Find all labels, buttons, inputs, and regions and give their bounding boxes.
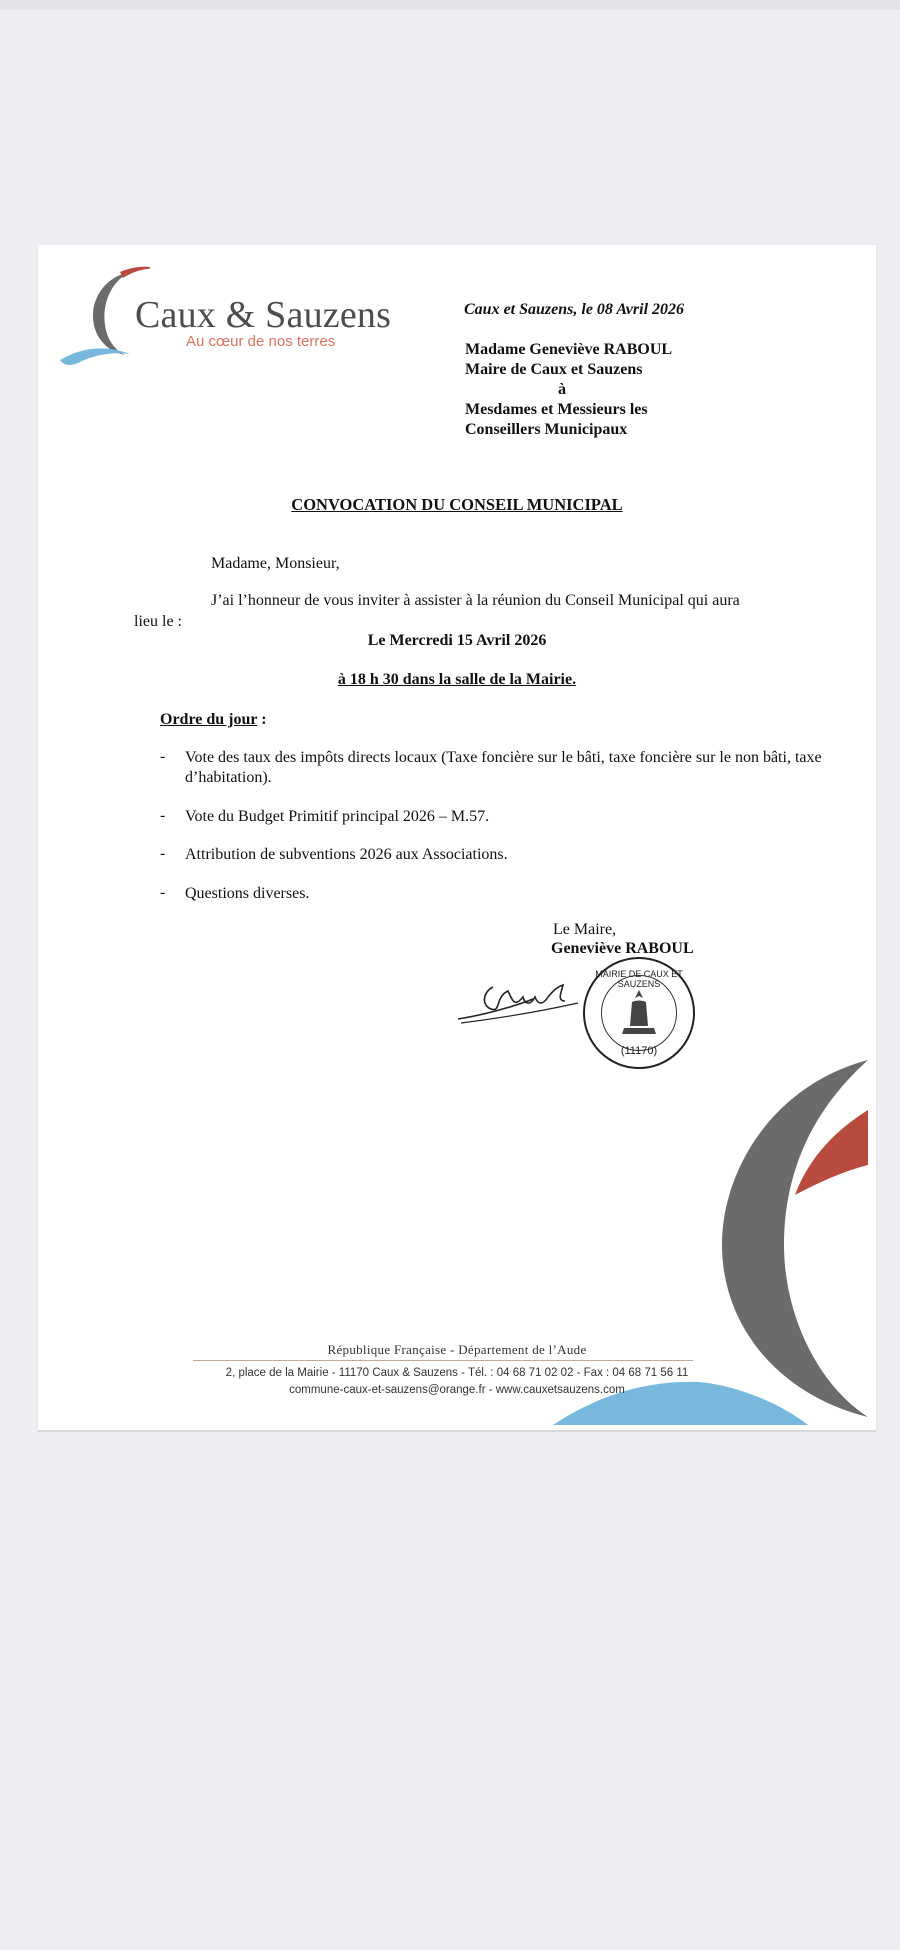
meeting-date: Le Mercredi 15 Avril 2026 [367,632,547,649]
invite-text-cont: lieu le : [134,613,182,630]
handwritten-signature-icon [453,957,603,1037]
decorative-swoosh-icon [38,245,876,1430]
agenda-heading [160,711,267,729]
page-title: CONVOCATION DU CONSEIL MUNICIPAL [291,495,623,514]
status-bar [0,0,900,10]
letter-date: Caux et Sauzens, le 08 Avril 2026 [464,301,685,318]
agenda-item: Attribution de subventions 2026 aux Associations. [185,846,508,863]
footer-address: 2, place de la Mairie - 11170 Caux & Sauzens - Tél. : 04 68 71 02 02 - Fax : 04 68 71 56 11 [225,1367,689,1379]
sender-line: Conseillers Municipaux [465,421,628,438]
footer-contact: commune-caux-et-sauzens@orange.fr - www.cauxetsauzens.com [289,1384,625,1396]
meeting-time-place: à 18 h 30 dans la salle de la Mairie. [337,671,577,688]
sender-line: Madame Geneviève RABOUL [465,341,673,358]
seal-emblem-icon [601,975,677,1051]
sender-block [465,340,672,440]
agenda-heading-text: Ordre du jour [160,711,258,728]
letter-page [38,245,876,1430]
closing: Le Maire, [553,921,617,938]
logo-name: Caux & Sauzens [135,294,392,336]
bullet: - [160,807,166,824]
logo-tagline: Au cœur de nos terres [186,333,336,350]
signatory-name: Geneviève RABOUL [551,940,694,957]
seal-code: (11170) [620,1045,658,1057]
sender-line: Mesdames et Messieurs les [465,401,648,418]
bullet: - [160,748,166,765]
official-seal [583,957,695,1069]
page-edge [38,1430,876,1432]
footer-title: République Française - Département de l’Aude [327,1342,587,1357]
sender-line: Maire de Caux et Sauzens [465,361,643,378]
agenda-heading-colon: : [257,711,267,728]
seal-text: MAIRIE DE CAUX ET SAUZENS [595,969,683,989]
agenda-item: Questions diverses. [185,885,310,902]
invite-text: J’ai l’honneur de vous inviter à assister à la réunion du Conseil Municipal qui aura [211,592,740,609]
bullet: - [160,884,166,901]
footer-divider [193,1360,693,1361]
sender-line: à [558,381,566,398]
bullet: - [160,845,166,862]
agenda-item: Vote des taux des impôts directs locaux (Taxe foncière sur le bâti, taxe foncière sur le non bâti, taxe d’habitation). [185,749,822,786]
agenda-item: Vote du Budget Primitif principal 2026 – M.57. [185,808,490,825]
salutation: Madame, Monsieur, [211,555,340,572]
